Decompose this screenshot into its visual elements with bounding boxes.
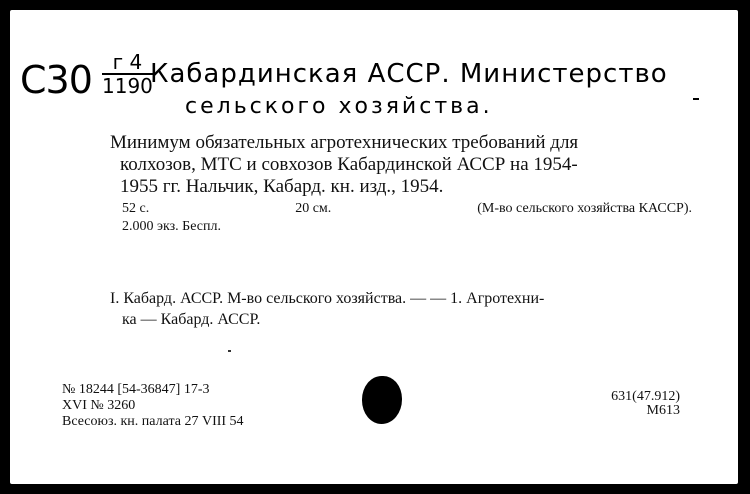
size: 20 см. bbox=[295, 201, 332, 216]
entry-title bbox=[110, 132, 680, 198]
copies: 2.000 экз. Беспл. bbox=[122, 219, 221, 234]
call-number-fraction bbox=[102, 52, 153, 96]
chamber-stamp: Всесоюз. кн. палата 27 VIII 54 bbox=[62, 414, 244, 429]
subject-line-2: ка — Кабард. АССР. bbox=[122, 311, 261, 328]
call-number-denominator: 1190 bbox=[102, 74, 153, 98]
handwritten-heading-line-1: Кабардинская АССР. Министерство bbox=[150, 59, 668, 89]
physical-row bbox=[122, 200, 692, 218]
publisher-note: (М-во сельского хозяйства КАССР). bbox=[477, 201, 692, 216]
entry-title-line-1: Минимум обязательных агротехнических требований для bbox=[110, 132, 579, 153]
call-number-prefix: С30 bbox=[20, 58, 92, 102]
entry-title-line-2: колхозов, МТС и совхозов Кабардинской АССР на 1954- bbox=[120, 154, 578, 175]
footer-left bbox=[62, 382, 244, 430]
handwritten-heading-line-2: сельского хозяйства. bbox=[185, 94, 493, 119]
stray-mark bbox=[693, 98, 699, 100]
physical-description bbox=[122, 200, 692, 236]
author-mark: М613 bbox=[646, 403, 680, 418]
catalog-card bbox=[10, 10, 738, 484]
call-number-numerator: г 4 bbox=[102, 52, 153, 75]
subject-line-1: I. Кабард. АССР. М-во сельского хозяйства. — — 1. Агротехни- bbox=[110, 290, 545, 307]
stray-mark bbox=[228, 350, 231, 352]
pages: 52 с. bbox=[122, 201, 150, 216]
entry-title-line-3: 1955 гг. Нальчик, Кабард. кн. изд., 1954. bbox=[120, 176, 444, 197]
ink-blot bbox=[362, 376, 402, 424]
footer-right bbox=[570, 390, 680, 418]
registration-number: № 18244 [54-36847] 17-3 bbox=[62, 382, 210, 397]
classification-index: 631(47.912) bbox=[611, 389, 680, 404]
subject-headings bbox=[110, 288, 682, 330]
order-number: XVI № 3260 bbox=[62, 398, 136, 413]
